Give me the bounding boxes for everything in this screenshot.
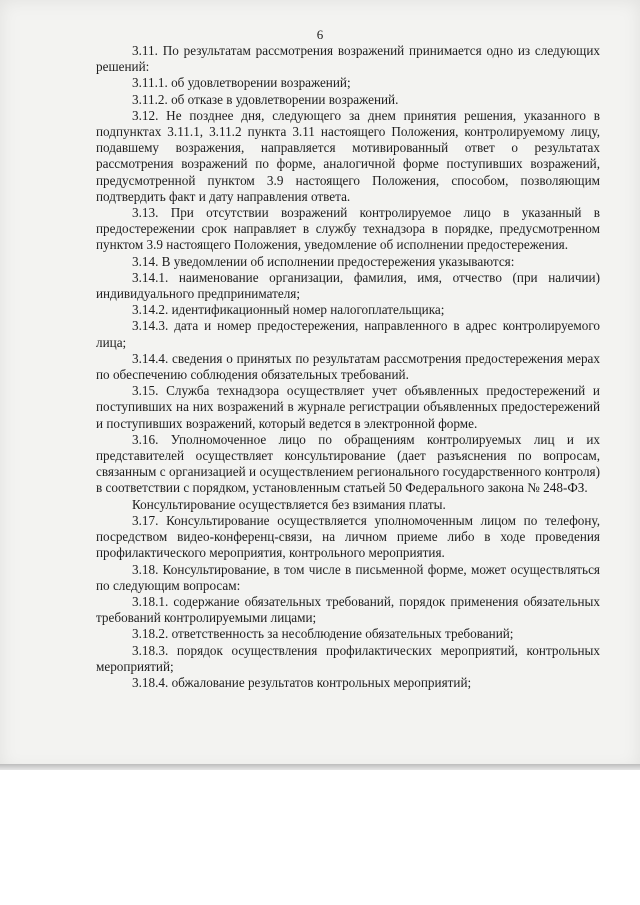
paragraph-3-14-3: 3.14.3. дата и номер предостережения, направленного в адрес контролируемого лица; bbox=[96, 318, 600, 350]
paragraph-3-17: 3.17. Консультирование осуществляется уполномоченным лицом по телефону, посредством видео-конференц-связи, на личном приеме либо в ходе проведения профилактического мероприятия, контрольного мероприятия. bbox=[96, 512, 600, 561]
paragraph-3-14-2: 3.14.2. идентификационный номер налогоплательщика; bbox=[132, 302, 445, 318]
paragraph-3-13: 3.13. При отсутствии возражений контролируемое лицо в указанный в предостережении срок направляет в службу технадзора в порядке, предусмотренном пунктом 3.9 настоящего Положения, уведомление об исполнении предостережения. bbox=[96, 205, 600, 253]
paragraph-3-14-1: 3.14.1. наименование организации, фамилия, имя, отчество (при наличии) индивидуального предпринимателя; bbox=[96, 269, 600, 302]
paragraph-3-15: 3.15. Служба технадзора осуществляет учет объявленных предостережений и поступивших на них возражений в журнале регистрации объявленных предостережений и поступивших возражений, который ведется в электронной форме. bbox=[96, 383, 600, 431]
paragraph-3-18-1: 3.18.1. содержание обязательных требований, порядок применения обязательных требований контролируемыми лицами; bbox=[96, 593, 600, 626]
paragraph-3-11: 3.11. По результатам рассмотрения возражений принимается одно из следующих решений: bbox=[96, 43, 600, 75]
paragraph-3-14: 3.14. В уведомлении об исполнении предостережения указываются: bbox=[132, 253, 515, 269]
paragraph-3-11-1: 3.11.1. об удовлетворении возражений; bbox=[132, 75, 351, 91]
paragraph-consulting-free: Консультирование осуществляется без взимания платы. bbox=[132, 496, 446, 512]
paragraph-3-18: 3.18. Консультирование, в том числе в письменной форме, может осуществляться по следующим вопросам: bbox=[96, 561, 600, 593]
paragraph-3-18-4: 3.18.4. обжалование результатов контрольных мероприятий; bbox=[132, 674, 472, 690]
paragraph-3-18-3: 3.18.3. порядок осуществления профилактических мероприятий, контрольных мероприятий; bbox=[96, 642, 600, 674]
document-body bbox=[96, 43, 600, 691]
paragraph-3-12: 3.12. Не позднее дня, следующего за днем принятия решения, указанного в подпунктах 3.11.1, 3.11.2 пункта 3.11 настоящего Положения, контролируемому лицу, подавшему возражения, направляется мотивированный ответ о результатах рассмотрения возражений по форме, аналогичной форме поступивших возражений, предусмотренной пунктом 3.9 настоящего Положения, способом, позволяющим подтвердить факт и дату направления ответа. bbox=[96, 107, 600, 204]
paragraph-3-16: 3.16. Уполномоченное лицо по обращениям контролируемых лиц и их представителей осуществляет консультирование (дает разъяснения по вопросам, связанным с организацией и осуществлением регионального государственного контроля) в соответствии с порядком, установленным статьей 50 Федерального закона № 248-ФЗ. bbox=[96, 431, 600, 496]
page-number: 6 bbox=[316, 27, 324, 42]
paragraph-3-11-2: 3.11.2. об отказе в удовлетворении возражений. bbox=[132, 91, 399, 107]
scan-edge bbox=[0, 764, 640, 770]
paragraph-3-14-4: 3.14.4. сведения о принятых по результатам рассмотрения предостережения мерах по обеспечению соблюдения обязательных требований. bbox=[96, 350, 600, 383]
paragraph-3-18-2: 3.18.2. ответственность за несоблюдение обязательных требований; bbox=[132, 626, 514, 642]
